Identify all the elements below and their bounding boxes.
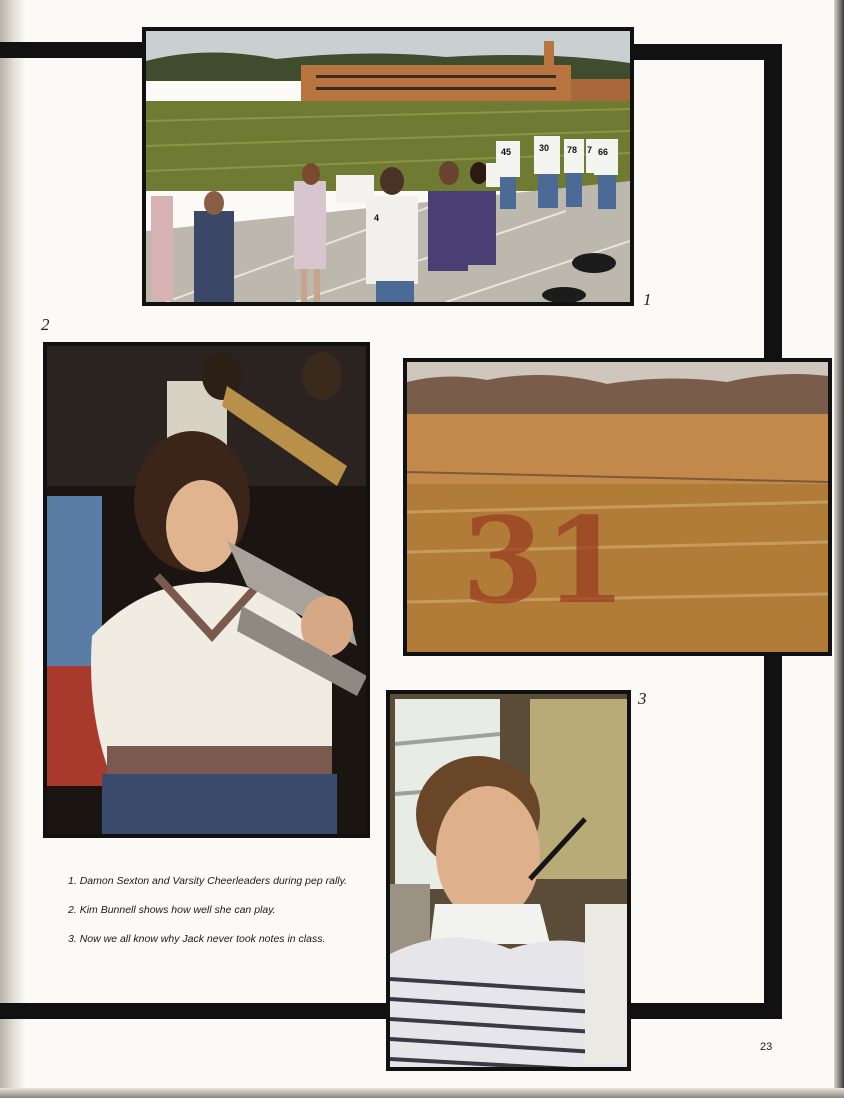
- page-right-edge: [834, 0, 844, 1098]
- caption-item: [68, 932, 358, 947]
- bottom-bar-left: [0, 1003, 392, 1019]
- jersey-number: 7: [587, 145, 593, 155]
- photo-number-2: 2: [41, 315, 50, 334]
- photo-number-1: 1: [643, 290, 652, 309]
- field-scene: [407, 362, 828, 652]
- jersey-number: 66: [598, 147, 609, 157]
- caption-text: Now we all know why Jack never took notes in class.: [79, 933, 326, 945]
- binding-shadow: [0, 0, 26, 1098]
- photo-pep-rally: [142, 27, 634, 306]
- right-vertical-bar-lower: [764, 652, 782, 1018]
- photo-student-pencil: [386, 690, 631, 1071]
- right-top-bar: [628, 44, 782, 60]
- right-vertical-bar-upper: [764, 44, 782, 362]
- jersey-number: 78: [567, 145, 578, 155]
- photo-field-31: [403, 358, 832, 656]
- caption-number: 1.: [68, 875, 77, 887]
- pep-rally-scene: [146, 31, 630, 302]
- page-bottom-edge: [0, 1088, 844, 1098]
- jersey-number: 4: [374, 213, 380, 223]
- student-scene: [390, 694, 627, 1067]
- trumpet-scene: [47, 346, 366, 834]
- caption-text: Kim Bunnell shows how well she can play.: [79, 904, 276, 916]
- caption-item: [68, 903, 358, 918]
- caption-item: [68, 874, 358, 889]
- caption-number: 2.: [68, 904, 77, 916]
- caption-text: Damon Sexton and Varsity Cheerleaders during pep rally.: [79, 875, 347, 887]
- field-mark-31: 31: [462, 491, 627, 630]
- page-number: 23: [760, 1041, 773, 1053]
- caption-number: 3.: [68, 933, 77, 945]
- caption-list: [68, 874, 358, 961]
- jersey-number: 30: [539, 143, 550, 153]
- photo-number-3: 3: [638, 689, 647, 708]
- bottom-bar-right: [628, 1003, 782, 1019]
- photo-trumpet-player: [43, 342, 370, 838]
- left-top-bar: [0, 42, 148, 58]
- jersey-number: 45: [501, 147, 512, 157]
